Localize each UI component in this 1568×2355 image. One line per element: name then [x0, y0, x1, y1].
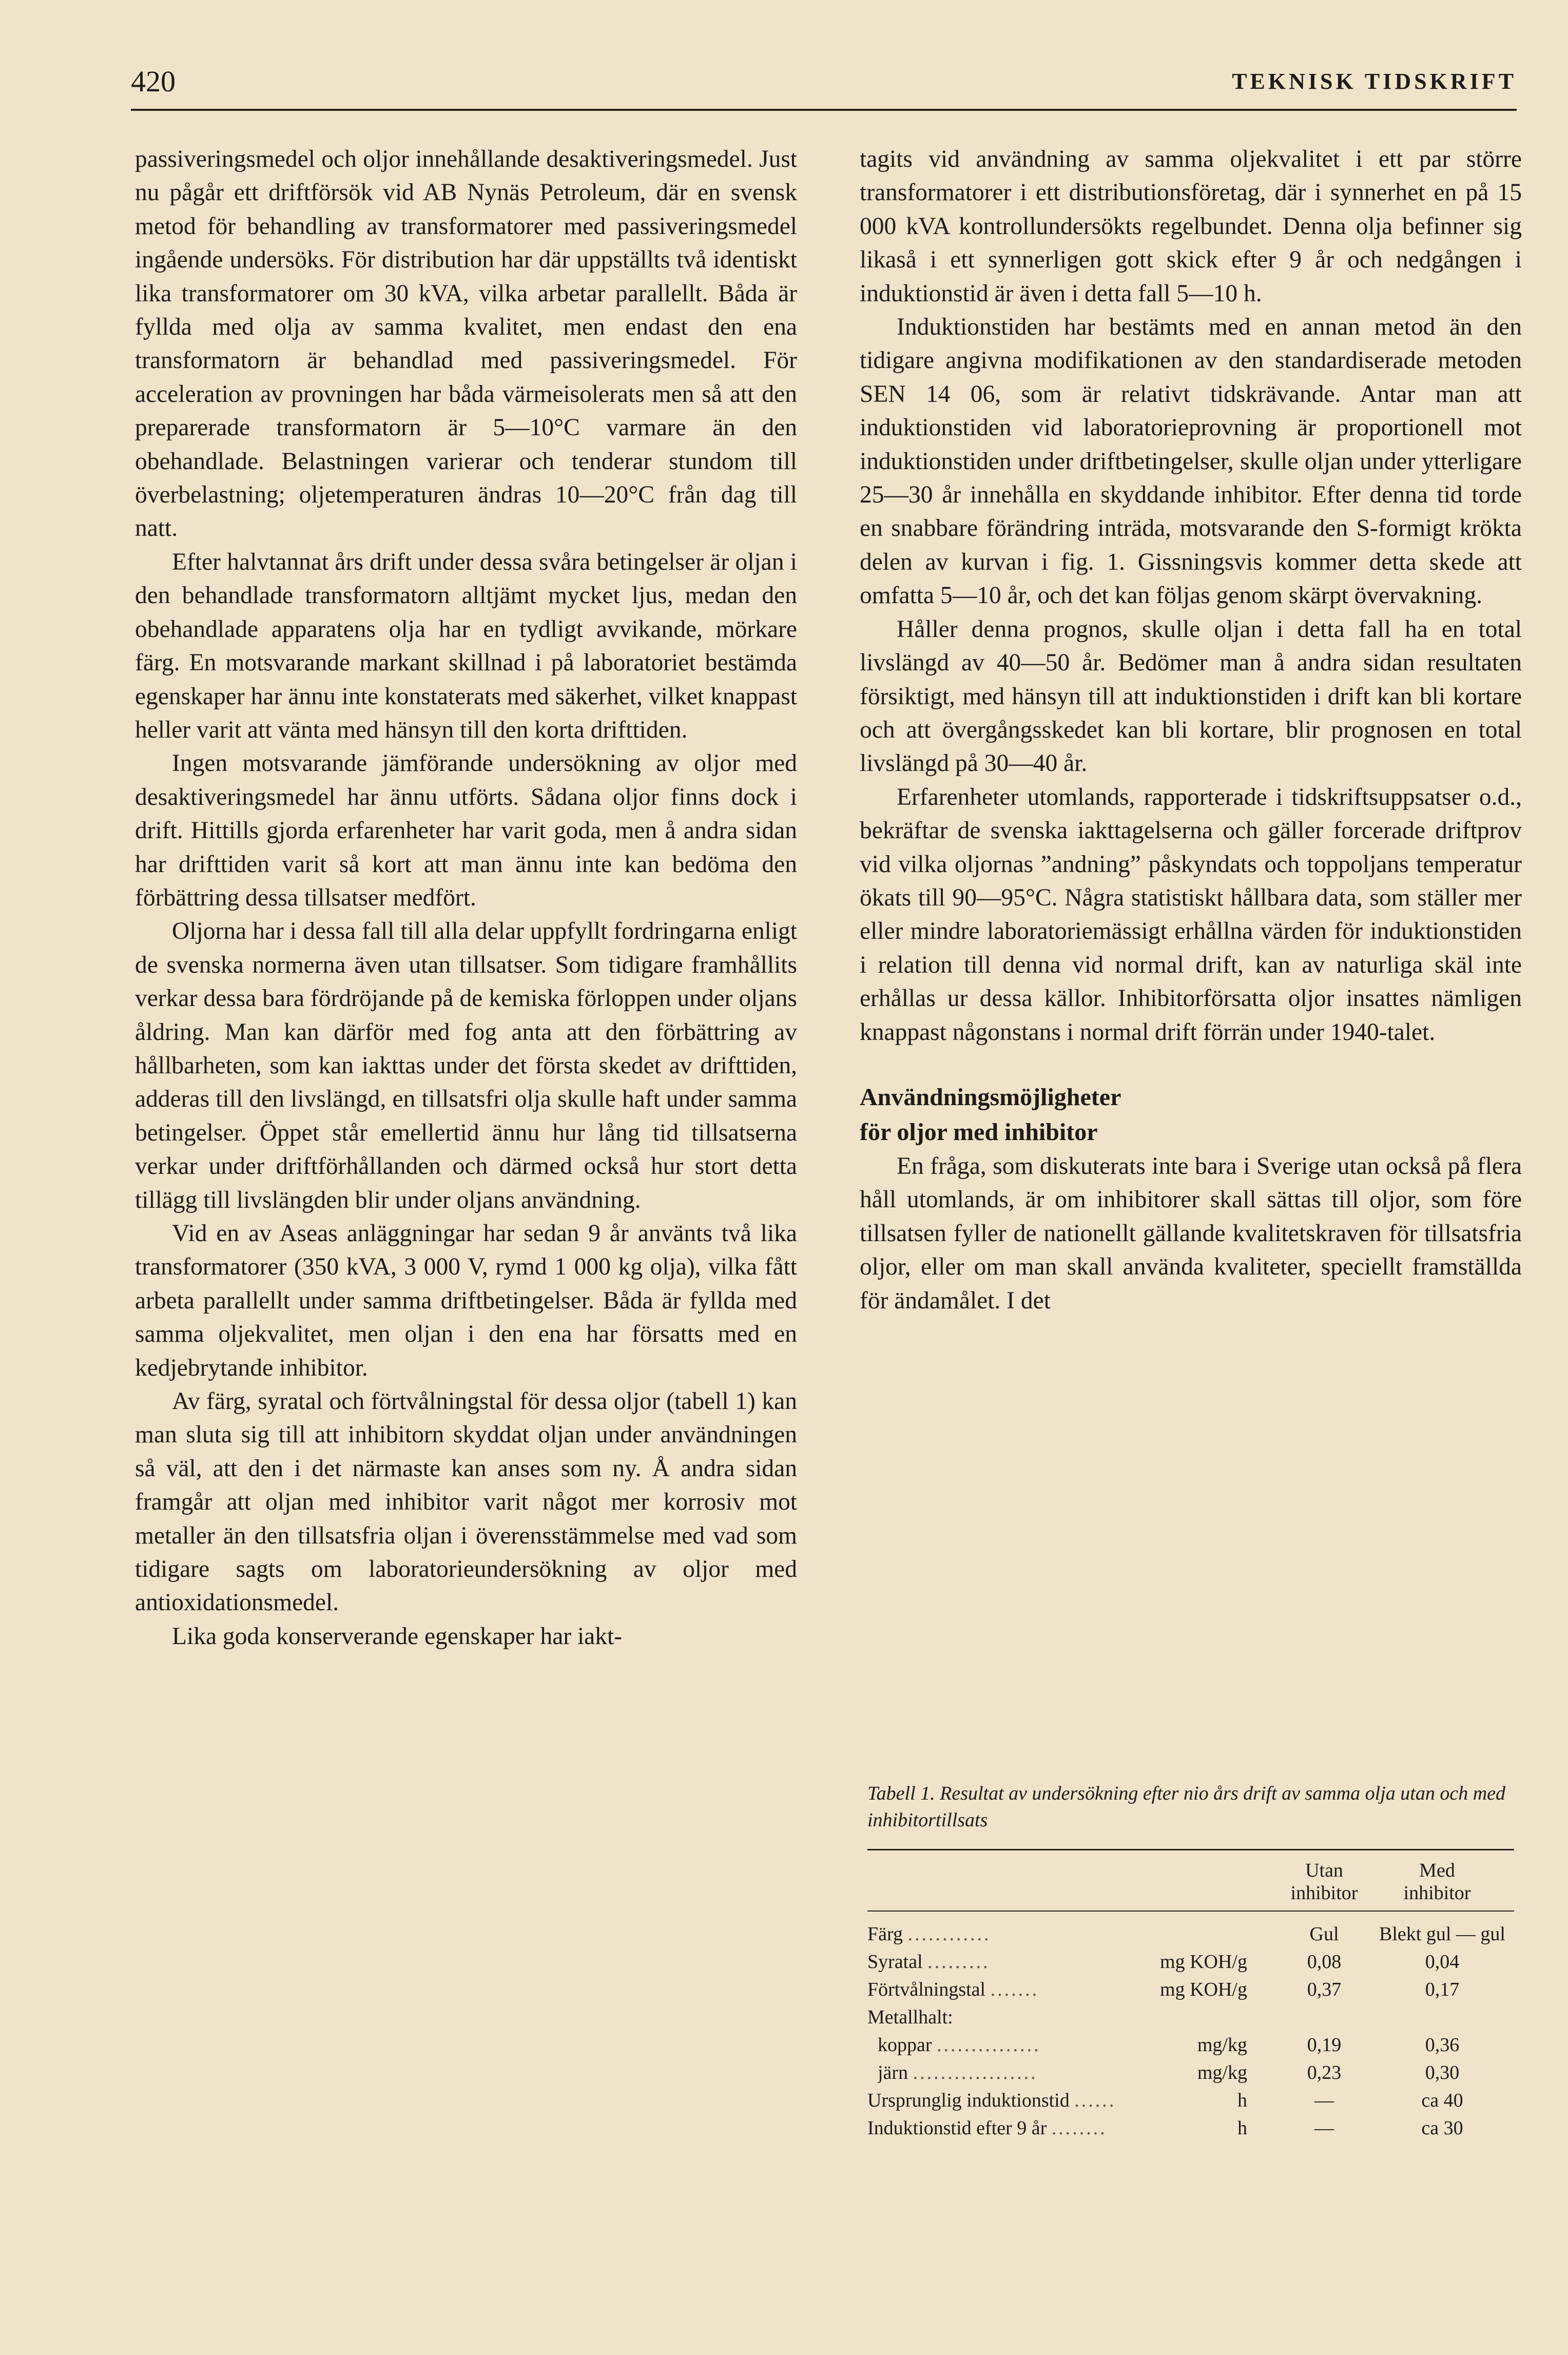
value-without-inhibitor: — — [1314, 2090, 1334, 2111]
row-unit: mg KOH/g — [1160, 1951, 1247, 1973]
row-unit: h — [1237, 2090, 1247, 2111]
value-without-inhibitor: 0,23 — [1307, 2062, 1342, 2083]
value-without-inhibitor: 0,08 — [1307, 1951, 1342, 1973]
row-label: Förtvålningstal — [867, 1979, 986, 2000]
leader-dots: ......... — [927, 1951, 990, 1973]
leader-dots: ........ — [1051, 2117, 1107, 2139]
section-heading — [860, 1080, 1522, 1150]
section-heading-line: för oljor med inhibitor — [860, 1118, 1098, 1146]
value-with-inhibitor: ca 40 — [1421, 2090, 1463, 2111]
value-with-inhibitor: 0,30 — [1425, 2062, 1460, 2083]
column-header-without-inhibitor — [1268, 1859, 1381, 1904]
paragraph: Lika goda konserverande egenskaper har iakt- — [172, 1623, 623, 1650]
row-label: järn — [878, 2062, 908, 2083]
value-with-inhibitor: ca 30 — [1421, 2117, 1463, 2139]
value-with-inhibitor: 0,36 — [1425, 2034, 1460, 2056]
paragraph: tagits vid användning av samma oljekvalitet i ett par större transformatorer i ett distributionsföretag, där i synnerhet en på 15 000 kVA kontrollundersökts regelbundet. Denna olja befinner sig likaså i ett synnerligen gott skick efter 9 år och nedgången i induktionstid är även i detta fall 5—10 h. — [860, 146, 1522, 307]
row-label: Färg — [867, 1923, 903, 1945]
value-without-inhibitor: Gul — [1309, 1923, 1339, 1945]
table-caption: Tabell 1. Resultat av undersökning efter nio års drift av samma olja utan och med inhibitortillsats — [867, 1783, 1506, 1831]
left-column — [135, 143, 797, 1653]
paragraph: Ingen motsvarande jämförande undersökning av oljor med desaktiveringsmedel har ännu utförts. Sådana oljor finns dock i drift. Hittills gjorda erfarenheter har varit goda, men å andra sidan har drifttiden varit så kort att man ännu inte kan bedöma den förbättring dessa tillsatser medfört. — [135, 750, 797, 911]
value-with-inhibitor: 0,04 — [1425, 1951, 1460, 1973]
leader-dots: ............ — [907, 1923, 991, 1945]
header-rule — [131, 109, 1517, 111]
value-without-inhibitor: 0,37 — [1307, 1979, 1342, 2000]
column-header-line: inhibitor — [1290, 1882, 1358, 1904]
table-row — [867, 2032, 1514, 2058]
right-column — [860, 143, 1522, 1318]
paragraph: Håller denna prognos, skulle oljan i detta fall ha en total livslängd av 40—50 år. Bedömer man å andra sidan resultaten försiktigt, med hänsyn till att induktionstiden i drift kan bli kortare och att övergångsskedet kan bli kortare, blir prognosen en total livslängd på 30—40 år. — [860, 615, 1522, 777]
section-heading-line: Användningsmöjligheter — [860, 1083, 1121, 1111]
table-row — [867, 2059, 1514, 2086]
value-with-inhibitor: Blekt gul — gul — [1379, 1923, 1505, 1945]
leader-dots: ....... — [990, 1979, 1039, 2000]
row-unit: mg/kg — [1197, 2062, 1247, 2083]
row-label: Syratal — [867, 1951, 923, 1973]
table-row — [867, 2087, 1514, 2114]
row-unit: h — [1237, 2117, 1247, 2139]
table-row — [867, 2115, 1514, 2141]
paragraph: Vid en av Aseas anläggningar har sedan 9 år använts två lika transformatorer (350 kVA, 3 000 V, rymd 1 000 kg olja), vilka fått arbeta parallellt under samma driftbetingelser. Båda är fyllda med samma oljekvalitet, men oljan i den ena har försatts med en kedjebrytande inhibitor. — [135, 1220, 797, 1381]
column-header-with-inhibitor — [1381, 1859, 1494, 1904]
value-without-inhibitor: 0,19 — [1307, 2034, 1342, 2056]
table-row — [867, 1921, 1514, 1947]
paragraph: En fråga, som diskuterats inte bara i Sverige utan också på flera håll utomlands, är om inhibitorer skall sättas till oljor, som före tillsatsen fyller de nationellt gällande kvalitetskraven för tillsatsfria oljor, eller om man skall använda kvaliteter, speciellt framställda för ändamålet. I det — [860, 1152, 1522, 1314]
paragraph: Induktionstiden har bestämts med en annan metod än den tidigare angivna modifikationen av den standardiserade metoden SEN 14 06, som är relativt tidskrävande. Antar man att induktionstiden vid laboratorieprovning är proportionell mot induktionstiden under driftbetingelser, skulle oljan under ytterligare 25—30 år innehålla en skyddande inhibitor. Efter denna tid torde en snabbare förändring inträda, motsvarande den S-formigt krökta delen av kurvan i fig. 1. Gissningsvis kommer detta skede att omfatta 5—10 år, och det kan följas genom skärpt övervakning. — [860, 314, 1522, 609]
leader-dots: ............... — [937, 2034, 1041, 2056]
page-number: 420 — [131, 65, 176, 98]
row-label: Ursprunglig induktionstid — [867, 2090, 1070, 2111]
paragraph: passiveringsmedel och oljor innehållande desaktiveringsmedel. Just nu pågår ett driftförsök vid AB Nynäs Petroleum, där en svensk metod för behandling av transformatorer med passiveringsmedel ingående undersöks. För distribution har där uppställts två identiskt lika transformatorer om 30 kVA, vilka arbetar parallellt. Båda är fyllda med olja av samma kvalitet, men endast den ena transformatorn är behandlad med passiveringsmedel. För acceleration av provningen har båda värmeisolerats men så att den preparerade transformatorn är 5—10°C varmare än den obehandlade. Belastningen varierar och tenderar stundom till överbelastning; oljetemperaturen ändras 10—20°C från dag till natt. — [135, 146, 797, 542]
row-label: Induktionstid efter 9 år — [867, 2117, 1047, 2139]
value-with-inhibitor: 0,17 — [1425, 1979, 1460, 2000]
paragraph: Efter halvtannat års drift under dessa svåra betingelser är oljan i den behandlade transformatorn alltjämt mycket ljus, medan den obehandlade apparatens olja har en tydligt avvikande, mörkare färg. En motsvarande markant skillnad i på laboratoriet bestämda egenskaper har ännu inte konstaterats med säkerhet, vilket knappast heller varit att vänta med hänsyn till den korta drifttiden. — [135, 548, 797, 743]
value-without-inhibitor: — — [1314, 2117, 1334, 2139]
column-header-line: inhibitor — [1403, 1882, 1471, 1904]
table-rule — [867, 1849, 1514, 1850]
row-label: koppar — [878, 2034, 932, 2056]
leader-dots: ...... — [1074, 2090, 1116, 2111]
column-header-line: Med — [1419, 1860, 1455, 1881]
journal-title: TEKNISK TIDSKRIFT — [1232, 69, 1517, 94]
paragraph: Oljorna har i dessa fall till alla delar uppfyllt fordringarna enligt de svenska normerna även utan tillsatser. Som tidigare framhållits verkar dessa bara fördröjande på de kemiska förloppen under oljans åldring. Man kan därför med fog anta att den förbättring av hållbarheten, som kan iakttas under det första skedet av drifttiden, adderas till den livslängd, en tillsatsfri olja skulle haft under samma betingelser. Öppet står emellertid ännu hur lång tid tillsatserna verkar under driftförhållanden och därmed också hur stort detta tillägg till livslängden blir under oljans användning. — [135, 918, 797, 1213]
table-row — [867, 1948, 1514, 1975]
table-row — [867, 2004, 1514, 2031]
row-unit: mg KOH/g — [1160, 1979, 1247, 2000]
table-rule — [867, 1910, 1514, 1912]
paragraph: Erfarenheter utomlands, rapporterade i tidskriftsuppsatser o.d., bekräftar de svenska iakttagelserna och gäller forcerade driftprov vid vilka oljornas ”andning” påskyndats och toppoljans temperatur ökats till 90—95°C. Några statistiskt hållbara data, som ställer mer eller mindre laboratoriemässigt erhållna värden för induktionstiden i relation till denna vid normal drift, kan av naturliga skäl inte erhållas ur dessa källor. Inhibitorförsatta oljor insattes nämligen knappast någonstans i normal drift förrän under 1940-talet. — [860, 783, 1522, 1046]
row-label: Metallhalt: — [867, 2006, 953, 2028]
paragraph: Av färg, syratal och förtvålningstal för dessa oljor (tabell 1) kan man sluta sig till att inhibitorn skyddat oljan under användningen så väl, att den i det närmaste kan anses som ny. Å andra sidan framgår att oljan med inhibitor varit något mer korrosiv mot metaller än den tillsatsfria oljan i överensstämmelse med vad som tidigare sagts om laboratorieundersökning av oljor med antioxidationsmedel. — [135, 1388, 797, 1616]
row-unit: mg/kg — [1197, 2034, 1247, 2056]
table-row — [867, 1976, 1514, 2003]
leader-dots: .................. — [913, 2062, 1038, 2083]
page-header — [131, 64, 1517, 105]
column-header-line: Utan — [1305, 1860, 1343, 1881]
